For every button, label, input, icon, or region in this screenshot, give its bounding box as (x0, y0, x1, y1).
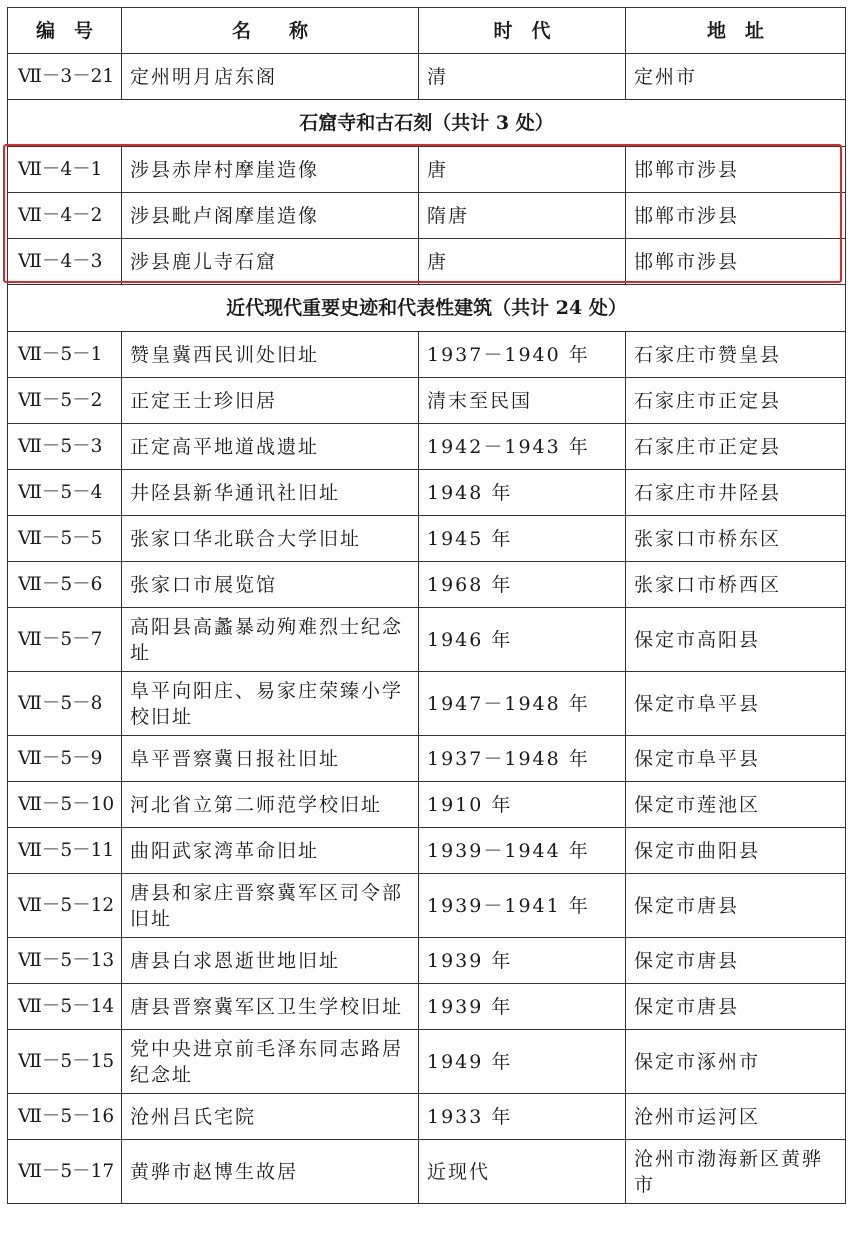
name-cell: 黄骅市赵博生故居 (122, 1140, 419, 1204)
address-cell: 张家口市桥东区 (626, 516, 846, 562)
table-row (8, 672, 846, 736)
code-cell: Ⅶ－5－10 (8, 782, 122, 828)
code-cell: Ⅶ－5－17 (8, 1140, 122, 1204)
code-cell: Ⅶ－5－12 (8, 874, 122, 938)
table-row (8, 332, 846, 378)
address-cell: 保定市高阳县 (626, 608, 846, 672)
table-row (8, 470, 846, 516)
code-cell: Ⅶ－5－4 (8, 470, 122, 516)
code-cell: Ⅶ－5－1 (8, 332, 122, 378)
section-title: 近代现代重要史迹和代表性建筑（共计 24 处） (8, 285, 846, 332)
code-cell: Ⅶ－5－14 (8, 984, 122, 1030)
era-cell: 1939 年 (419, 984, 626, 1030)
code-cell: Ⅶ－4－1 (8, 147, 122, 193)
address-cell: 保定市曲阳县 (626, 828, 846, 874)
era-cell: 1968 年 (419, 562, 626, 608)
table-row (8, 378, 846, 424)
era-cell: 1939－1941 年 (419, 874, 626, 938)
address-cell: 石家庄市井陉县 (626, 470, 846, 516)
name-cell: 张家口华北联合大学旧址 (122, 516, 419, 562)
table-body (8, 54, 846, 1204)
era-cell: 唐 (419, 239, 626, 285)
header-name: 名 称 (122, 8, 419, 54)
table-row (8, 938, 846, 984)
code-cell: Ⅶ－5－7 (8, 608, 122, 672)
address-cell: 石家庄市正定县 (626, 424, 846, 470)
era-cell: 1937－1940 年 (419, 332, 626, 378)
era-cell: 1947－1948 年 (419, 672, 626, 736)
code-cell: Ⅶ－4－2 (8, 193, 122, 239)
table-row (8, 147, 846, 193)
name-cell: 涉县毗卢阁摩崖造像 (122, 193, 419, 239)
table-row (8, 984, 846, 1030)
table-row (8, 239, 846, 285)
era-cell: 1939－1944 年 (419, 828, 626, 874)
section-header-row (8, 285, 846, 332)
name-cell: 正定高平地道战遗址 (122, 424, 419, 470)
address-cell: 保定市阜平县 (626, 672, 846, 736)
name-cell: 涉县鹿儿寺石窟 (122, 239, 419, 285)
address-cell: 邯郸市涉县 (626, 193, 846, 239)
address-cell: 定州市 (626, 54, 846, 100)
address-cell: 邯郸市涉县 (626, 147, 846, 193)
code-cell: Ⅶ－5－13 (8, 938, 122, 984)
era-cell: 唐 (419, 147, 626, 193)
era-cell: 1948 年 (419, 470, 626, 516)
section-header-row (8, 100, 846, 147)
era-cell: 1910 年 (419, 782, 626, 828)
name-cell: 阜平晋察冀日报社旧址 (122, 736, 419, 782)
era-cell: 1942－1943 年 (419, 424, 626, 470)
era-cell: 1937－1948 年 (419, 736, 626, 782)
table-row (8, 54, 846, 100)
section-title: 石窟寺和古石刻（共计 3 处） (8, 100, 846, 147)
header-era: 时 代 (419, 8, 626, 54)
header-code: 编 号 (8, 8, 122, 54)
table-row (8, 608, 846, 672)
address-cell: 保定市唐县 (626, 984, 846, 1030)
table-row (8, 1140, 846, 1204)
heritage-sites-table (7, 7, 846, 1204)
table-row (8, 193, 846, 239)
code-cell: Ⅶ－5－6 (8, 562, 122, 608)
name-cell: 唐县晋察冀军区卫生学校旧址 (122, 984, 419, 1030)
header-address: 地 址 (626, 8, 846, 54)
table-row (8, 424, 846, 470)
name-cell: 张家口市展览馆 (122, 562, 419, 608)
name-cell: 唐县白求恩逝世地旧址 (122, 938, 419, 984)
code-cell: Ⅶ－5－9 (8, 736, 122, 782)
table-row (8, 1030, 846, 1094)
address-cell: 保定市唐县 (626, 938, 846, 984)
table-row (8, 516, 846, 562)
era-cell: 隋唐 (419, 193, 626, 239)
address-cell: 保定市涿州市 (626, 1030, 846, 1094)
era-cell: 1949 年 (419, 1030, 626, 1094)
table-header-row (8, 8, 846, 54)
name-cell: 唐县和家庄晋察冀军区司令部旧址 (122, 874, 419, 938)
era-cell: 1933 年 (419, 1094, 626, 1140)
address-cell: 沧州市运河区 (626, 1094, 846, 1140)
name-cell: 高阳县高蠡暴动殉难烈士纪念址 (122, 608, 419, 672)
table-row (8, 562, 846, 608)
code-cell: Ⅶ－5－15 (8, 1030, 122, 1094)
address-cell: 沧州市渤海新区黄骅市 (626, 1140, 846, 1204)
name-cell: 曲阳武家湾革命旧址 (122, 828, 419, 874)
name-cell: 党中央进京前毛泽东同志路居纪念址 (122, 1030, 419, 1094)
code-cell: Ⅶ－4－3 (8, 239, 122, 285)
table-row (8, 874, 846, 938)
table-row (8, 782, 846, 828)
table-row (8, 828, 846, 874)
code-cell: Ⅶ－5－8 (8, 672, 122, 736)
name-cell: 赞皇冀西民训处旧址 (122, 332, 419, 378)
name-cell: 定州明月店东阁 (122, 54, 419, 100)
name-cell: 井陉县新华通讯社旧址 (122, 470, 419, 516)
era-cell: 1946 年 (419, 608, 626, 672)
era-cell: 清 (419, 54, 626, 100)
name-cell: 正定王士珍旧居 (122, 378, 419, 424)
name-cell: 河北省立第二师范学校旧址 (122, 782, 419, 828)
address-cell: 石家庄市正定县 (626, 378, 846, 424)
heritage-list-container (7, 7, 845, 1204)
code-cell: Ⅶ－5－2 (8, 378, 122, 424)
code-cell: Ⅶ－5－11 (8, 828, 122, 874)
address-cell: 石家庄市赞皇县 (626, 332, 846, 378)
address-cell: 邯郸市涉县 (626, 239, 846, 285)
table-row (8, 736, 846, 782)
address-cell: 保定市阜平县 (626, 736, 846, 782)
address-cell: 保定市莲池区 (626, 782, 846, 828)
address-cell: 张家口市桥西区 (626, 562, 846, 608)
era-cell: 近现代 (419, 1140, 626, 1204)
era-cell: 1945 年 (419, 516, 626, 562)
address-cell: 保定市唐县 (626, 874, 846, 938)
era-cell: 清末至民国 (419, 378, 626, 424)
name-cell: 涉县赤岸村摩崖造像 (122, 147, 419, 193)
era-cell: 1939 年 (419, 938, 626, 984)
code-cell: Ⅶ－5－16 (8, 1094, 122, 1140)
name-cell: 沧州吕氏宅院 (122, 1094, 419, 1140)
code-cell: Ⅶ－3－21 (8, 54, 122, 100)
code-cell: Ⅶ－5－3 (8, 424, 122, 470)
table-row (8, 1094, 846, 1140)
name-cell: 阜平向阳庄、易家庄荣臻小学校旧址 (122, 672, 419, 736)
code-cell: Ⅶ－5－5 (8, 516, 122, 562)
